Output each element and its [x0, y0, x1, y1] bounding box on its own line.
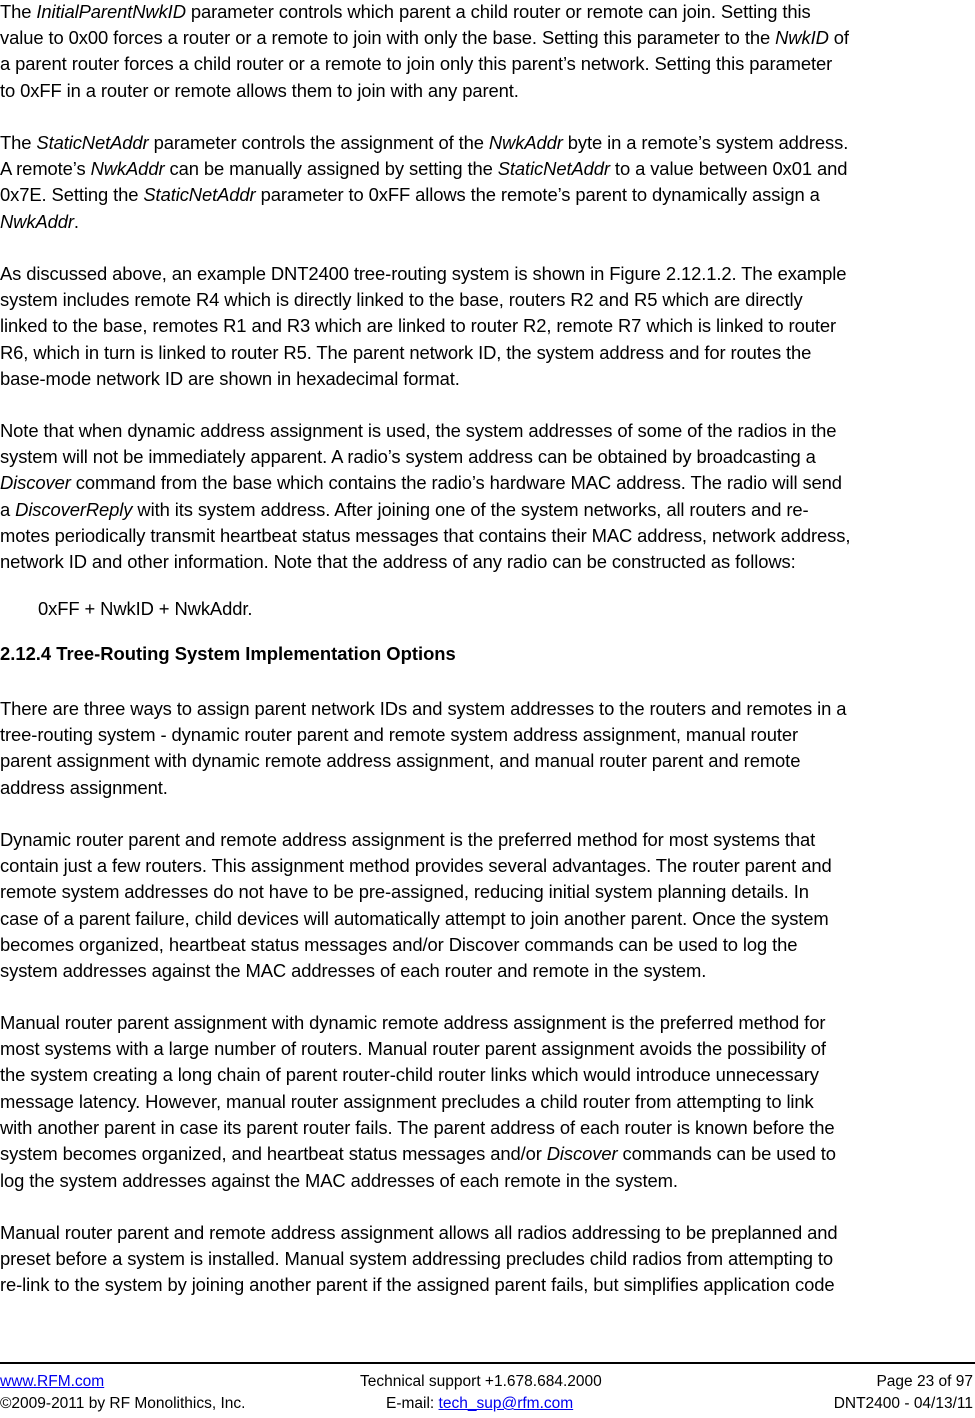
italic-term: StaticNetAddr [497, 158, 610, 179]
text-line: system will not be immediately apparent. A radio’s system address can be obtained by broadcasting a [0, 446, 816, 467]
address-formula: 0xFF + NwkID + NwkAddr. [38, 598, 253, 619]
italic-term: NwkAddr [0, 211, 74, 232]
italic-term: NwkAddr [488, 132, 563, 153]
italic-term: Discover [0, 472, 71, 493]
text-line: log the system addresses against the MAC addresses of each remote in the system. [0, 1170, 678, 1191]
text-line: becomes organized, heartbeat status messages and/or Discover commands can be used to log the [0, 934, 798, 955]
website-link[interactable]: www.RFM.com [0, 1373, 105, 1390]
text-line: NwkAddr. [0, 211, 79, 232]
text-line: system addresses against the MAC addresses of each router and remote in the system. [0, 960, 707, 981]
text-line: address assignment. [0, 777, 168, 798]
text-line: base-mode network ID are shown in hexadecimal format. [0, 368, 460, 389]
text-line: system includes remote R4 which is directly linked to the base, routers R2 and R5 which are directly [0, 289, 803, 310]
text-line: The InitialParentNwkID parameter controls which parent a child router or remote can join. Setting this [0, 1, 811, 22]
footer-copyright: ©2009-2011 by RF Monolithics, Inc. [0, 1395, 246, 1412]
text-line: preset before a system is installed. Manual system addressing precludes child radios from attempting to [0, 1248, 834, 1269]
text-line: message latency. However, manual router assignment precludes a child router from attempting to link [0, 1091, 814, 1112]
text-line: a parent router forces a child router or a remote to join only this parent’s network. Setting this parameter [0, 53, 833, 74]
italic-term: NwkAddr [90, 158, 165, 179]
text-line: re-link to the system by joining another parent if the assigned parent fails, but simplifies application code [0, 1274, 835, 1295]
text-line: to 0xFF in a router or remote allows them to join with any parent. [0, 80, 519, 101]
footer-page-number: Page 23 of 97 [876, 1373, 973, 1390]
text-line: tree-routing system - dynamic router parent and remote system address assignment, manual router [0, 724, 799, 745]
italic-term: StaticNetAddr [143, 184, 256, 205]
italic-term: StaticNetAddr [36, 132, 149, 153]
email-link[interactable]: tech_sup@rfm.com [438, 1395, 574, 1412]
italic-term: DiscoverReply [15, 499, 133, 520]
italic-term: NwkID [775, 27, 829, 48]
text-line: Dynamic router parent and remote address assignment is the preferred method for most systems that [0, 829, 816, 850]
text-line: Manual router parent and remote address assignment allows all radios addressing to be preplanned and [0, 1222, 838, 1243]
email-label: E-mail: [386, 1395, 439, 1412]
text-line: with another parent in case its parent router fails. The parent address of each router is known before the [0, 1117, 835, 1138]
text-line: The StaticNetAddr parameter controls the assignment of the NwkAddr byte in a remote’s system address. [0, 132, 849, 153]
italic-term: Discover [546, 1143, 618, 1164]
text-line: Manual router parent assignment with dynamic remote address assignment is the preferred method for [0, 1012, 826, 1033]
text-line: Note that when dynamic address assignment is used, the system addresses of some of the radios in the [0, 420, 837, 441]
footer-divider [0, 1362, 975, 1364]
footer-website-link[interactable] [0, 1372, 104, 1392]
text-line: As discussed above, an example DNT2400 tree-routing system is shown in Figure 2.12.1.2. The example [0, 263, 847, 284]
text-line: A remote’s NwkAddr can be manually assigned by setting the StaticNetAddr to a value between 0x01 and [0, 158, 848, 179]
text-line: remote system addresses do not have to be pre-assigned, reducing initial system planning details. In [0, 881, 809, 902]
text-line: parent assignment with dynamic remote address assignment, and manual router parent and remote [0, 750, 801, 771]
text-line: Discover command from the base which contains the radio’s hardware MAC address. The radio will send [0, 472, 842, 493]
text-line: most systems with a large number of routers. Manual router parent assignment avoids the possibility of [0, 1038, 826, 1059]
footer-doc-id: DNT2400 - 04/13/11 [833, 1395, 973, 1412]
text-line: case of a parent failure, child devices will automatically attempt to join another parent. Once the system [0, 908, 829, 929]
text-line: 0x7E. Setting the StaticNetAddr parameter to 0xFF allows the remote’s parent to dynamically assign a [0, 184, 820, 205]
text-line: motes periodically transmit heartbeat status messages that contains their MAC address, network address, [0, 525, 851, 546]
text-line: value to 0x00 forces a router or a remote to join with only the base. Setting this parameter to the NwkID of [0, 27, 849, 48]
footer-support: Technical support +1.678.684.2000 [360, 1373, 602, 1390]
section-heading: 2.12.4 Tree-Routing System Implementation Options [0, 643, 456, 664]
footer-email [386, 1394, 573, 1414]
text-line: a DiscoverReply with its system address. After joining one of the system networks, all routers and re- [0, 499, 809, 520]
text-line: network ID and other information. Note that the address of any radio can be constructed as follows: [0, 551, 796, 572]
text-line: R6, which in turn is linked to router R5. The parent network ID, the system address and for routes the [0, 342, 812, 363]
text-line: the system creating a long chain of parent router-child router links which would introduce unnecessary [0, 1064, 819, 1085]
text-line: contain just a few routers. This assignment method provides several advantages. The router parent and [0, 855, 832, 876]
italic-term: InitialParentNwkID [36, 1, 186, 22]
text-line: There are three ways to assign parent network IDs and system addresses to the routers and remotes in a [0, 698, 847, 719]
text-line: system becomes organized, and heartbeat status messages and/or Discover commands can be used to [0, 1143, 836, 1164]
text-line: linked to the base, remotes R1 and R3 which are linked to router R2, remote R7 which is linked to router [0, 315, 836, 336]
